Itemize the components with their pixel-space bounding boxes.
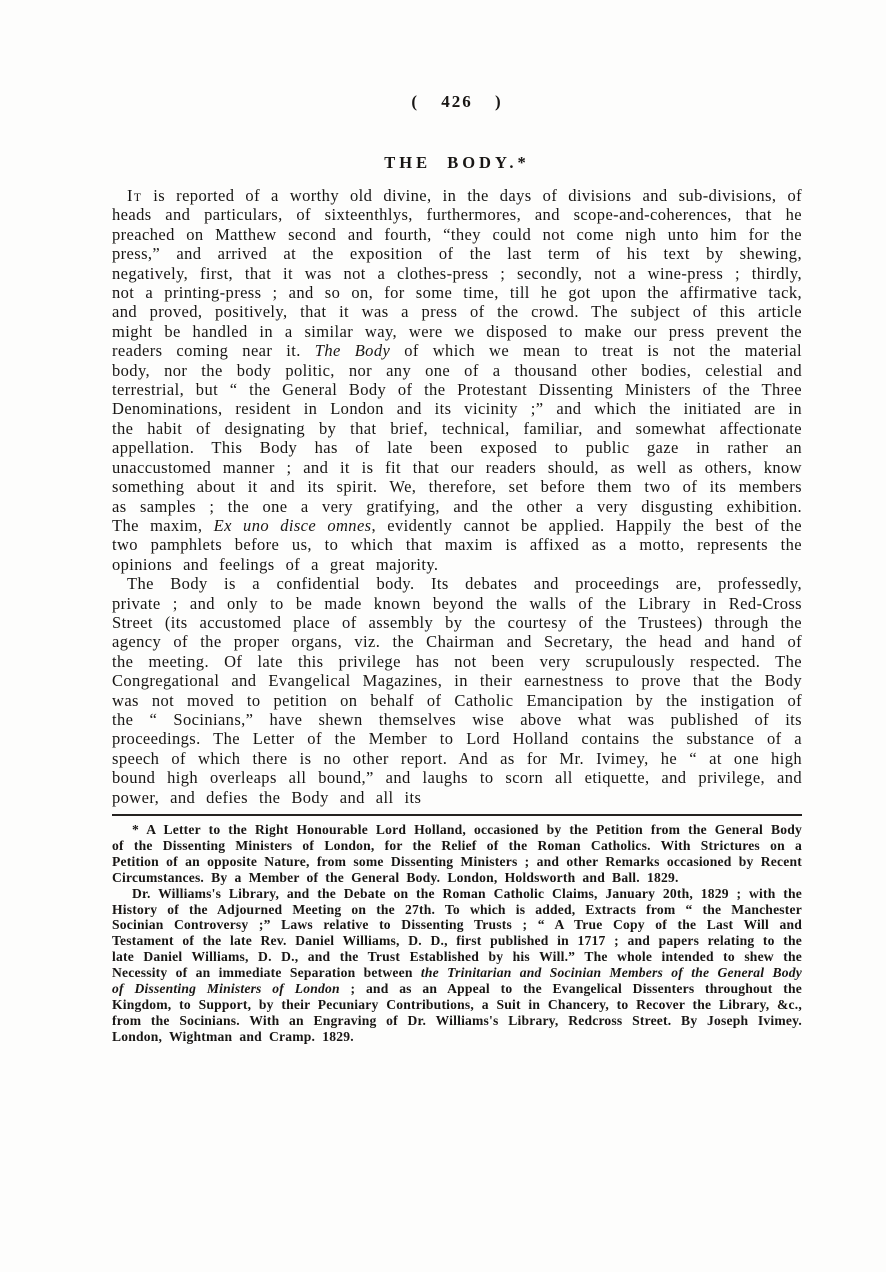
text-segment: of which we mean to treat is not the material body, nor the body politic, nor any one of a thousand other bodies, celestial and terrestrial, but “ the General Body of the Protestant Dissenting Ministers of the Three Denominations, resident in London and its vicinity ;” and which the initiated are in the habit of designating by that brief, technical, familiar, and somewhat affectionate appellation. This Body has of late been exposed to public gaze in rather an unaccustomed manner ; and it is fit that our readers should, as well as others, know something about it and its spirit. We, therefore, set before them two of its members as samples ; the one a very gratifying, and the other a very disgusting exhibition. The maxim, xyxy=(112,341,802,535)
article-body xyxy=(112,186,802,807)
text-segment: ; and as an Appeal to the Evangelical Dissenters throughout the Kingdom, to Support, by their Pecuniary Contributions, a Suit in Chancery, to Recover the Library, &c., from the Socinians. With an Engraving of Dr. Williams's Library, Redcross Street. By Joseph Ivimey. London, Wightman and Cramp. 1829. xyxy=(112,981,802,1044)
text-segment-italic: Ex uno disce omnes xyxy=(213,515,372,535)
page-content xyxy=(112,92,802,1045)
footnote-2 xyxy=(112,886,802,1045)
footnote-1 xyxy=(112,822,802,886)
footnote-separator xyxy=(112,814,802,816)
page-number: ( 426 ) xyxy=(411,92,503,111)
text-segment-italic: The Body xyxy=(314,341,391,361)
text-segment: The Body is a confidential body. Its debates and proceedings are, professedly, private ; and only to be made known beyond the walls of the Library in Red-Cross Street (its accustomed place of assembly by the courtesy of the Trustees) through the agency of the proper organs, viz. the Chairman and Secretary, the head and hand of the meeting. Of late this privilege has not been very scrupulously respected. The Congregational and Evangelical Magazines, in their earnestness to prove that the Body was not moved to petition on behalf of Catholic Emancipation by the instigation of the “ Socinians,” have shewn themselves wise above what was published of its proceedings. The Letter of the Member to Lord Holland contains the substance of a speech of which there is no other report. And as for Mr. Ivimey, he “ at one high bound high overleaps all bound,” and laughs to scorn all etiquette, and privilege, and power, and defies the Body and all its xyxy=(112,574,802,807)
paragraph-2 xyxy=(112,574,802,807)
text-segment: * A Letter to the Right Honourable Lord Holland, occasioned by the Petition from the General Body of the Dissenting Ministers of London, for the Relief of the Roman Catholics. With Strictures on a Petition of an opposite Nature, from some Dissenting Ministers ; and other Remarks occasioned by Recent Circumstances. By a Member of the General Body. London, Holdsworth and Ball. 1829. xyxy=(112,822,802,885)
article-title: THE BODY.* xyxy=(384,153,530,172)
paragraph-1 xyxy=(112,186,802,574)
text-segment-italic: the Trinitarian and Socinian Members of the General Body of Dissenting Ministers of London xyxy=(112,965,802,997)
footnotes xyxy=(112,822,802,1045)
text-segment: , evidently cannot be applied. Happily the best of the two pamphlets before us, to which that maxim is affixed as a motto, represents the opinions and feelings of a great majority. xyxy=(112,515,802,574)
text-segment: is reported of a worthy old divine, in the days of divisions and sub-divisions, of heads and particulars, of sixteenthlys, furthermores, and scope-and-coherences, that he preached on Matthew second and fourth, “they could not come nigh unto him for the press,” and arrived at the exposition of the last term of his text by shewing, negatively, first, that it was not a clothes-press ; secondly, not a wine-press ; thirdly, not a printing-press ; and so on, for some time, till he got upon the affirmative tack, and proved, positively, that it was a press of the crowd. The subject of this article might be handled in a similar way, were we disposed to make our press prevent the readers coming near it. xyxy=(112,186,802,361)
text-segment: Dr. Williams's Library, and the Debate on the Roman Catholic Claims, January 20th, 1829 ; with the History of the Adjourned Meeting on the 27th. To which is added, Extracts from “ the Manchester Socinian Controversy ;” Laws relative to Dissenting Trusts ; “ A True Copy of the Last Will and Testament of the late Rev. Daniel Williams, D. D., first published in 1717 ; and papers relating to the late Daniel Williams, D. D., and the Trust Established by his Will.” The whole intended to shew the Necessity of an immediate Separation between xyxy=(112,885,802,981)
text-segment: It xyxy=(127,186,143,205)
